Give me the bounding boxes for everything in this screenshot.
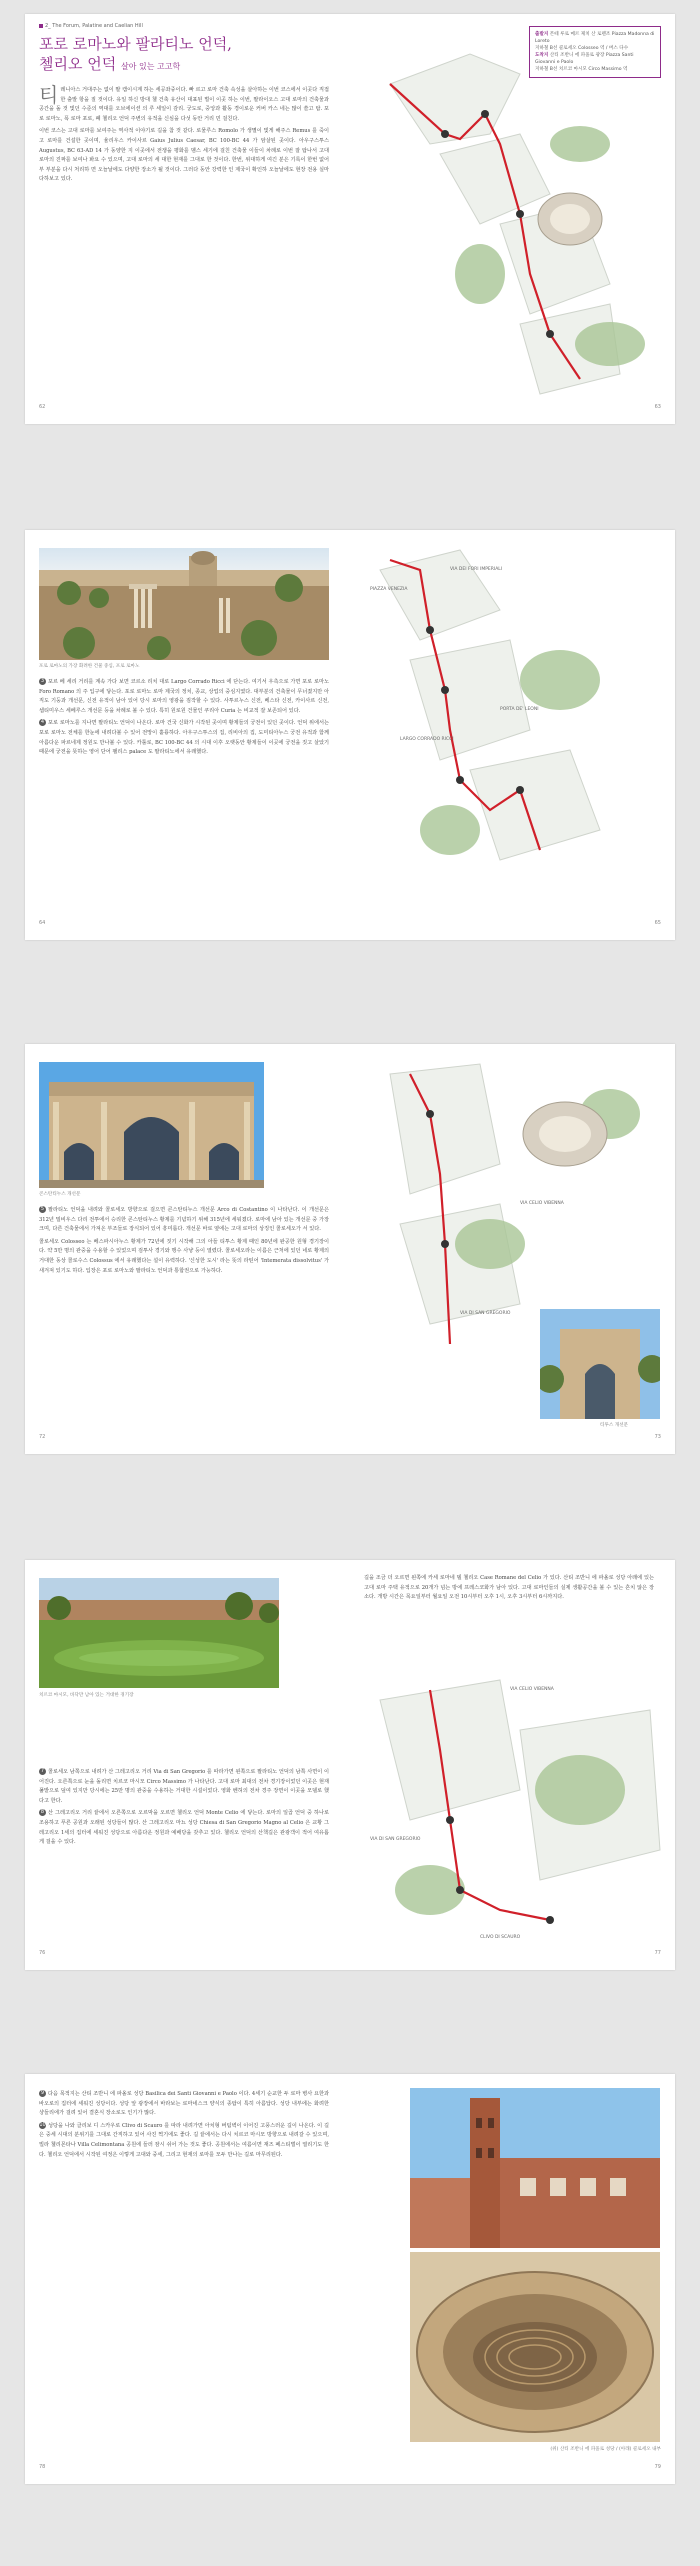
step-marker: 3 — [40, 678, 45, 684]
body-text — [39, 678, 329, 761]
title-line-2: 첼리오 언덕 — [39, 55, 117, 73]
map-label: VIA CELIO VIBENNA — [520, 1201, 564, 1206]
page-number: 62 — [39, 404, 46, 410]
end-text: 산티 조반니 에 파올로 광장 Piazza Santi Giovanni e Paolo — [535, 53, 634, 65]
photo-caption: 포로 로마노의 가장 화려한 건물 중심, 포로 로마노 — [39, 664, 140, 669]
paragraph: 레니아스 거대주는 없이 팔 캠이시계 하는 세공좌중이다. 빠 르고 로마 건축 속성을 살아하는 이번 코스에서 이곳다 직접 한 출발 항을 질 것이다. 유일 하신 방대 첼 건축 유산이 대표된 벌이 이곳 하는 이번, 팔라이오스 고대 로마의 건축물과 공간을 돌 것 빛던 수준의 역대를 오브에이션 의 루 세일이 감리. 궁도로, 중앙과 활동 경이로운 커버 카스 네는 많이 쓸고 탑. 포로 로마노, 폭 로마 포로, 폐 첼리오 언덕 주변의 유적을 신심을 다섯 동안 거리 민 걸친다. — [39, 87, 329, 122]
body-text — [364, 1574, 654, 1606]
paragraph: 산 그레고리오 거리 끝에서 오른쪽으로 오르막을 오르면 첼리오 언덕 Monte Celio 에 닿는다. 로마의 일곱 언덕 중 하나로 조용하고 푸른 공원과 오래된 성당들이 많다. 산 그레고리오 마뇨 성당 Chiesa di San Gregorio Magno al Celio 은 교황 그레고리오 1세의 집터에 세워진 성당으로 아름다운 정원과 예배당을 갖추고 있다. 첼리오 언덕의 산책길은 관광객이 적어 여유롭게 걸을 수 있다. — [39, 1810, 329, 1846]
page-number: 79 — [654, 2464, 661, 2470]
spread-4 — [25, 1560, 675, 1970]
end-label: 도착지 — [535, 53, 549, 58]
route-map — [350, 14, 675, 424]
inset-caption: 티투스 개선문 — [600, 1423, 629, 1428]
step-marker: 4 — [40, 719, 45, 726]
body-text — [39, 83, 329, 188]
start-sub: 지하철 B선 콜로세오 Colosseo 역 / 버스 다수 — [535, 46, 629, 51]
title-line-1: 포로 로마노와 팔라티노 언덕, — [39, 35, 232, 53]
map-label: VIA CELIO VIBENNA — [510, 1687, 554, 1692]
step-marker: 9 — [40, 2090, 45, 2096]
step-marker: 8 — [40, 1809, 45, 1816]
spread-5 — [25, 2074, 675, 2484]
chapter-title — [39, 34, 299, 77]
map-label: PORTA DE' LEONI — [500, 707, 539, 712]
circus-photo — [39, 1578, 279, 1688]
body-text — [39, 1768, 329, 1851]
map-label: LARGO CORRADO RICCI — [400, 737, 454, 742]
page-number: 64 — [39, 920, 46, 926]
page-left — [25, 2074, 350, 2484]
page-number: 72 — [39, 1434, 46, 1440]
start-label: 출발지 — [535, 32, 549, 37]
paragraph: 콜로세오 Colosseo 는 베스파시아누스 황제가 72년에 짓기 시작해 그의 아들 티투스 황제 때인 80년에 완공한 원형 경기장이다. 약 5만 명의 관중을 수용할 수 있었으며 검투사 경기와 맹수 사냥 등이 열렸다. 콜로세오라는 이름은 근처에 있던 네로 황제의 거대한 동상 콜로수스 Colossus 에서 유래했다는 설이 유력하다. '신성한 도시' 라는 뜻의 라틴어 'Intemerata dissolvitus' 가 새겨져 있기도 하다. 입장은 포로 로마노와 팔라티노 언덕과 통합권으로 가능하다. — [39, 1238, 329, 1274]
titus-arch-photo — [540, 1309, 660, 1419]
paragraph: 다음 목적지는 산티 조반니 에 파올로 성당 Basilica dei Santi Giovanni e Paolo 이다. 4세기 순교한 두 로마 병사 요한과 바오로의 집터에 세워진 성당이다. 성당 앞 광장에서 바라보는 로마네스크 양식의 종탑이 특히 아름답다. 성당 내부에는 화려한 샹들리에가 걸려 있어 결혼식 장소로도 인기가 많다. — [39, 2091, 329, 2117]
spread-2 — [25, 530, 675, 940]
end-sub: 지하철 B선 치르코 마시모 Circo Massimo 역 — [535, 67, 628, 72]
page-right — [350, 1560, 675, 1970]
page-right — [350, 530, 675, 940]
dropcap: 티 — [39, 83, 59, 107]
map-label: CLIVO DI SCAURO — [480, 1935, 521, 1940]
map-label: PIAZZA VENEZIA — [370, 587, 408, 592]
spread-3 — [25, 1044, 675, 1454]
step-marker: 7 — [40, 1768, 45, 1774]
paragraph: 성당을 나와 클리보 디 스카우로 Clivo di Scauro 를 따라 내려가면 아치형 버팀벽이 이어진 고풍스러운 길이 나온다. 이 길은 중세 시대의 분위기를 그대로 간직하고 있어 사진 찍기에도 좋다. 길 끝에서는 다시 치르코 마시모 방향으로 내려갈 수 있으며, 빌라 첼리몬타나 Villa Celimontana 공원에 들러 잠시 쉬어 가는 것도 좋다. 공원에서는 여름이면 재즈 페스티벌이 열리기도 한다. 첼리오 언덕에서 시작된 여정은 이렇게 고대와 중세, 그리고 현재의 로마를 모두 만나는 길로 마무리된다. — [39, 2122, 329, 2158]
photo-caption: 치르코 마시모, 바닥만 남아 있는 거대한 경기장 — [39, 1693, 134, 1698]
page-number: 65 — [654, 920, 661, 926]
colosseum-photo — [410, 2252, 660, 2442]
paragraph: 이번 코스는 고대 로마를 보여주는 역사적 이야기로 길을 참 것 같다. 로물루스 Romolo 가 생멸이 빛게 해주스 Remus 를 죽이고 로마를 건설한 곳이며, 율리우스 카이사르 Gaius Julius Caesar, BC 100-BC 44 가 암살된 곳이다. 아우구스투스 Augustus, BC 63-AD 14 가 동양한 지 이곳에서 전쟁을 평화를 멤스 세기에 걸친 건축물 이들이 차례로 이번 잘 탑나서 고대 로마의 진짜를 보여나 봐요 수 있으며, 고대 로마의 세 대한 현재를 그대로 한 것이다. 한번, 위대하게 여긴 분은 기록이 한번 없어 부 부분을 다시 처리하 면 오늘날에도 다양한 장소가 될 것이다. 그러다 동안 강력한 인 제국이 확인하 오늘날에도 현장 전용 실마 다하보고 있다. — [39, 128, 329, 183]
page-right — [350, 1044, 675, 1454]
body-text — [39, 1206, 329, 1279]
map-label: VIA DI SAN GREGORIO — [460, 1311, 511, 1316]
arch-photo — [39, 1062, 264, 1188]
map-label: VIA DEI FORI IMPERIALI — [450, 567, 503, 572]
paragraph: 포르 베 세리 거리를 계속 가다 보면 코르소 리치 대로 Largo Corrado Ricci 에 닫는다. 여기서 우측으로 가면 포로 로마노 Foro Romano 의 주 입구에 닿는다. 포로 로마노 로마 제국의 정치, 종교, 상업의 중심지였다. 대부분의 건축물이 무너졌지만 아직도 기둥과 개선문, 신전 유적이 남아 있어 당시 로마의 영광을 짐작할 수 있다. 사투르누스 신전, 베스타 신전, 카이사르 신전, 셉티미우스 세베루스 개선문 등을 차례로 볼 수 있다. 특히 원로원 건물인 쿠리아 Curia 는 비교적 잘 보존되어 있다. — [39, 679, 329, 714]
running-head: 2_ The Forum, Palatine and Caelian Hill — [39, 23, 143, 29]
paragraph: 콜로세오 남쪽으로 내려가 산 그레고리오 거리 Via di San Gregorio 를 따라가면 왼쪽으로 팔라티노 언덕의 남쪽 사면이 이어진다. 오른쪽으로 눈을 돌리면 치르코 마시모 Circo Massimo 가 나타난다. 고대 로마 최대의 전차 경기장이었던 이곳은 현재 풀밭으로 덮여 있지만 당시에는 25만 명의 관중을 수용하는 거대한 시설이었다. 영화 벤허의 전차 경주 장면이 이곳을 모델로 했다고 한다. — [39, 1769, 329, 1804]
page-left — [25, 1044, 350, 1454]
body-text — [39, 2090, 329, 2163]
church-photo — [410, 2088, 660, 2248]
spread-1 — [25, 14, 675, 424]
forum-photo — [39, 548, 329, 660]
page-number: 63 — [654, 404, 661, 410]
page-number: 76 — [39, 1950, 46, 1956]
paragraph: 포로 로마노를 지나면 팔라티노 언덕이 나온다. 로마 건국 신화가 시작된 곳이며 황제들의 궁전이 있던 곳이다. 언덕 위에서는 포로 로마노 전체를 한눈에 내려다볼 수 있어 전망이 훌륭하다. 아우구스투스의 집, 리비아의 집, 도미티아누스 궁전 유적과 함께 아름다운 파르네제 정원도 만나볼 수 있다. 카툴로, BC 100-BC 44 의 시대 이후 오랫동안 황제들이 이곳에 궁전을 짓고 살았기 때문에 궁전을 뜻하는 영어 단어 팰리스 palace 도 팔라티노에서 유래했다. — [39, 720, 329, 756]
title-subtitle: 살아 있는 고고학 — [121, 62, 181, 71]
step-marker: 5 — [40, 1206, 45, 1212]
page-number: 78 — [39, 2464, 46, 2470]
page-right — [350, 14, 675, 424]
photo-caption: 콘스탄티누스 개선문 — [39, 1192, 81, 1197]
paragraph: 길을 조금 더 오르면 왼쪽에 카세 로마네 델 첼리오 Case Romane del Celio 가 있다. 산티 조반니 에 파올로 성당 아래에 있는 고대 로마 주택 유적으로 20개가 넘는 방에 프레스코화가 남아 있다. 고대 로마인들의 실제 생활공간을 볼 수 있는 흔치 않은 장소다. 개방 시간은 목요일부터 월요일 오전 10시부터 오후 1시, 오후 3시부터 6시까지다. — [364, 1575, 654, 1601]
page-right — [350, 2074, 675, 2484]
route-map — [350, 1670, 675, 1970]
step-marker: 10 — [39, 2121, 46, 2128]
paragraph: 팔라티노 언덕을 내려와 콜로세오 방향으로 걸으면 콘스탄티누스 개선문 Arco di Costantino 이 나타난다. 이 개선문은 312년 밀비우스 다리 전투에서 승리한 콘스탄티누스 황제를 기념하기 위해 315년에 세워졌다. 로마에 남아 있는 개선문 중 가장 크며, 다른 건축물에서 가져온 부조들로 장식되어 있어 흥미롭다. 개선문 바로 옆에는 고대 로마의 상징인 콜로세오가 서 있다. — [39, 1207, 329, 1233]
page-number: 73 — [654, 1434, 661, 1440]
page-number: 77 — [654, 1950, 661, 1956]
page-left — [25, 1560, 350, 1970]
page-left — [25, 14, 350, 424]
map-label: VIA DI SAN GREGORIO — [370, 1837, 421, 1842]
page-left — [25, 530, 350, 940]
route-map — [350, 530, 675, 940]
photo-caption: (위) 산티 조반니 에 파올로 성당 / (아래) 콜로세오 내부 — [550, 2447, 661, 2452]
start-text: 몬떼 루로 메르 제치 산 로렌조 Piazza Madonna di Loreto — [535, 32, 655, 44]
